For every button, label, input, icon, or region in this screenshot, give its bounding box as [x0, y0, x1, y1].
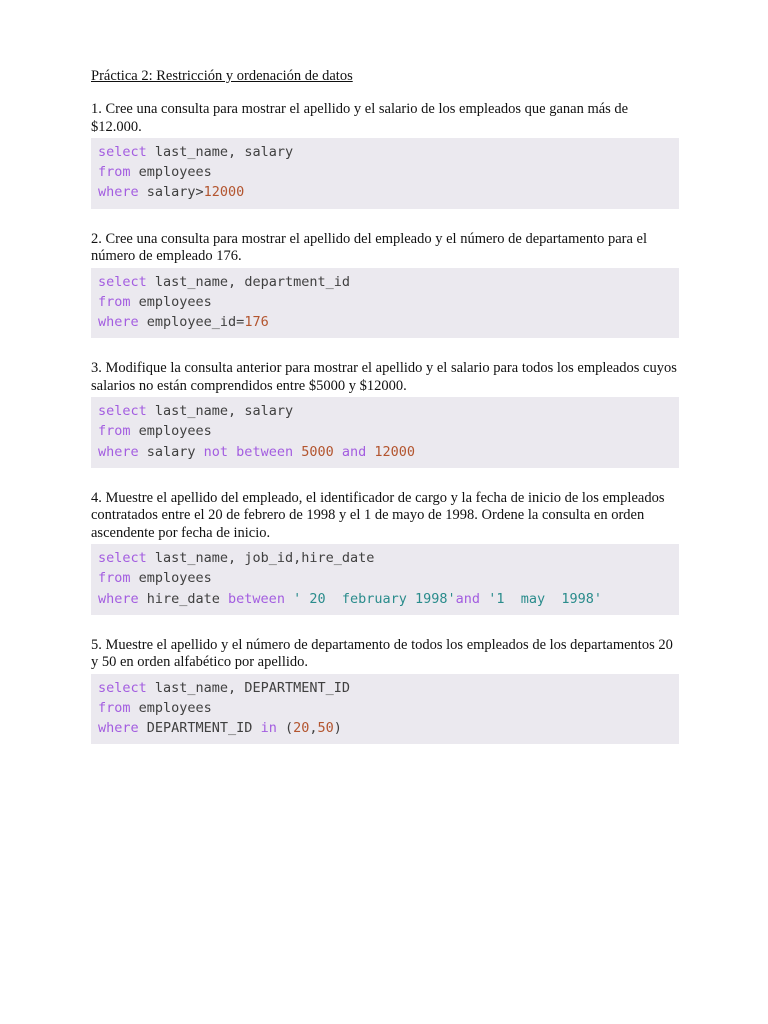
- question-2: [91, 231, 679, 339]
- sql-number: 20: [293, 720, 310, 737]
- code-line: [98, 568, 673, 588]
- sql-text: [285, 591, 293, 607]
- code-line: [98, 698, 673, 718]
- sql-keyword: from: [98, 164, 131, 181]
- sql-keyword: from: [98, 423, 131, 440]
- code-line: [98, 678, 673, 698]
- sql-text: salary: [138, 443, 204, 460]
- code-line: [98, 421, 673, 441]
- code-line: [98, 442, 673, 462]
- sql-string: ' 20 february 1998': [293, 590, 456, 607]
- code-line: [98, 292, 673, 312]
- code-line: [98, 162, 673, 182]
- sql-keyword: where: [98, 313, 139, 330]
- sql-text: employees: [130, 423, 212, 440]
- sql-keyword: select: [98, 144, 147, 160]
- sql-text: last_name, department_id: [146, 273, 350, 290]
- sql-number: 50: [317, 720, 334, 737]
- sql-text: [480, 591, 488, 607]
- sql-keyword: where: [98, 590, 139, 607]
- sql-keyword: select: [98, 273, 147, 290]
- code-line: [98, 401, 673, 421]
- question-text: 3. Modifique la consulta anterior para mostrar el apellido y el salario para todos los empleados cuyos salarios no están comprendidos entre $5000 y $12000.: [91, 360, 677, 394]
- sql-keyword: select: [98, 679, 147, 696]
- sql-keyword: between: [228, 590, 285, 607]
- questions-list: [91, 101, 679, 744]
- sql-number: 12000: [203, 184, 245, 201]
- question-text: 1. Cree una consulta para mostrar el apellido y el salario de los empleados que ganan más de $12.000.: [91, 101, 629, 135]
- sql-keyword: select: [98, 403, 147, 420]
- sql-number: 5000: [301, 443, 334, 460]
- sql-code-block: [91, 268, 679, 339]
- sql-text: hire_date: [138, 590, 229, 607]
- sql-text: employees: [130, 699, 212, 716]
- sql-keyword: where: [98, 184, 139, 201]
- sql-number: 12000: [374, 443, 416, 460]
- question-text: 2. Cree una consulta para mostrar el apellido del empleado y el número de departamento para el número de empleado 176.: [91, 230, 648, 265]
- code-line: [98, 548, 673, 568]
- page-title: Práctica 2: Restricción y ordenación de datos: [91, 68, 353, 84]
- sql-code-block: [91, 674, 679, 745]
- sql-keyword: where: [98, 443, 139, 460]
- sql-text: [334, 444, 342, 460]
- code-line: [98, 718, 673, 738]
- code-line: [98, 142, 673, 162]
- sql-keyword: where: [98, 720, 139, 737]
- question-text: 5. Muestre el apellido y el número de departamento de todos los empleados de los departamentos 20 y 50 en orden alfabético por apellido.: [91, 636, 673, 671]
- sql-keyword: select: [98, 550, 147, 567]
- sql-text: employees: [130, 570, 212, 587]
- question-text: 4. Muestre el apellido del empleado, el identificador de cargo y la fecha de inicio de los empleados contratados entre el 20 de febrero de 1998 y el 1 de mayo de 1998. Ordene la consulta en orden ascendente por fecha de inicio.: [91, 489, 665, 541]
- sql-text: employees: [130, 164, 212, 181]
- sql-keyword: and: [341, 443, 367, 460]
- question-5: [91, 637, 679, 745]
- sql-keyword: from: [98, 570, 131, 587]
- sql-string: '1 may 1998': [488, 590, 602, 607]
- code-line: [98, 182, 673, 202]
- document-page: [91, 67, 679, 766]
- code-line: [98, 272, 673, 292]
- sql-code-block: [91, 397, 679, 468]
- question-4: [91, 490, 679, 615]
- sql-text: employees: [130, 293, 212, 310]
- code-line: [98, 312, 673, 332]
- code-line: [98, 589, 673, 609]
- sql-text: ): [333, 720, 342, 737]
- sql-text: [293, 444, 301, 460]
- sql-text: last_name, DEPARTMENT_ID: [146, 679, 350, 696]
- sql-text: (: [276, 720, 294, 737]
- sql-text: ,: [309, 720, 318, 737]
- sql-keyword: in: [260, 720, 277, 737]
- sql-code-block: [91, 544, 679, 615]
- question-3: [91, 360, 679, 468]
- sql-keyword: and: [455, 590, 481, 607]
- sql-keyword: from: [98, 293, 131, 310]
- sql-number: 176: [244, 313, 269, 330]
- sql-text: last_name, salary: [146, 403, 294, 420]
- sql-text: DEPARTMENT_ID: [138, 720, 261, 737]
- sql-code-block: [91, 138, 679, 209]
- question-1: [91, 101, 679, 209]
- sql-text: last_name, salary: [146, 144, 294, 160]
- sql-keyword: from: [98, 699, 131, 716]
- sql-text: last_name, job_id,hire_date: [146, 550, 375, 567]
- sql-text: salary>: [138, 184, 204, 201]
- sql-text: employee_id=: [138, 313, 245, 330]
- sql-keyword: not between: [203, 443, 294, 460]
